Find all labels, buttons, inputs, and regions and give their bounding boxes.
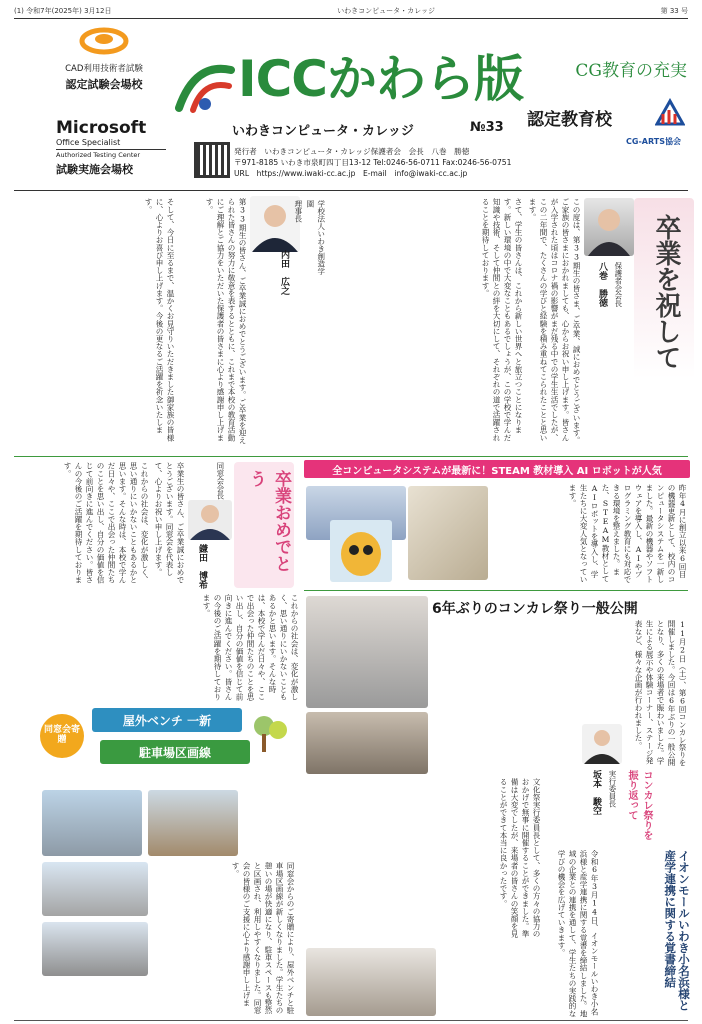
- graduation-text-3: 第33期生の皆さん、ご卒業誠におめでとうございます。ご卒業を迎えられた皆さんの努力に敬意を表するとともに、これまで本校の教育活動にご理解とご協力をいただいた保護者の皆さまに心より感謝申し上げます。: [205, 198, 247, 444]
- steam-banner-text: 全コンピュータシステムが最新に！STEAM 教材導入 AI ロボットが人気: [332, 465, 662, 477]
- bench-banner-1-text: 屋外ベンチ 一新: [122, 713, 212, 728]
- photo-festival-stage: [306, 596, 428, 708]
- photo-bench-1: [42, 790, 142, 856]
- top-rule: [14, 18, 688, 19]
- festival-reflect: コンカレ祭りを振り返って: [626, 770, 652, 840]
- graduation-text-1: この度は、第33期生の皆さま、ご卒業、誠におめでとうございます。ご家族の皆さまにおかれましても、心からお祝い申し上げます。皆さんが入学された頃はコロナ禍の影響がまだ残る中での学生生活でしたが、この二年間で、たくさんの学びと経験を積み重ねてこられたことと思います。: [528, 198, 581, 444]
- photo-parking-1: [42, 862, 148, 916]
- steam-text: 昨年4月に創立以来6回目の機器更新として、校内のコンピュータシステムを一新しました。最新の機器やソフトウェアを導入し、AIやプログラミング教育にも対応できる環境を整えました。また、STEAM教材としてAIロボットを導入し、学生たちに大変人気となっています。: [568, 484, 687, 583]
- issue-number: 第 33 号: [660, 7, 688, 15]
- role-yamaki: 保護者会会長: [613, 262, 623, 307]
- steam-banner: [304, 460, 690, 478]
- masthead-publisher: 発行者 いわきコンピュータ・カレッジ保護者会 会長 八巻 勝徳: [234, 147, 470, 156]
- cad-logo-icon: [78, 26, 130, 56]
- cg-assoc: CG-ARTS協会: [626, 137, 681, 146]
- graduation-text-2: さて、学生の皆さんは、これから新しい世界へと旅立つことになります。新しい環境の中で大変なこともあるでしょうが、この学校で学んだ知識や技術、そして仲間との絆を大切にして、それぞれの道で活躍されることを期待しております。: [481, 198, 523, 442]
- photo-sakamoto: [582, 724, 622, 764]
- org-uchida: 学校法人いわき創造学園: [305, 200, 326, 275]
- festival-text-2: 文化祭実行委員長として、多くの方々の協力のおかげで無事に開催することができました。準備は大変でしたが、来場者の皆さんの笑顔を見ることができて本当に良かったです。: [499, 778, 541, 938]
- role-kamata: 同窓会会長: [215, 462, 225, 500]
- cad-line1: CAD利用技術者試験: [65, 64, 143, 74]
- festival-heading: 6年ぶりのコンカレ祭り一般公開: [432, 601, 638, 617]
- festival-text: 11月2日（土）、第6回コンカレ祭りを開催しました。今回は6年ぶりの一般公開となり、多くの来場者で賑わいました。学生による展示や体験コーナー、ステージ発表など、様々な企画が行われました。: [634, 620, 687, 767]
- cg-arts-icon: [655, 98, 685, 128]
- photo-bench-2: [148, 790, 238, 856]
- masthead-url: URL https://www.iwaki-cc.ac.jp E-mail info@iwaki-cc.ac.jp: [234, 169, 468, 178]
- ms-site: 試験実施会場校: [56, 163, 133, 176]
- graduation-text-4: そして、今日に至るまで、温かくお見守りいただきました御家族の皆様に、心よりお喜び申し上げます。今後の更なるご活躍を祈念いたします。: [144, 198, 175, 442]
- ms-brand: Microsoft: [56, 118, 147, 138]
- congrats-text-1: 卒業生の皆さん、ご卒業誠におめでとうございます。同窓会を代表して、心よりお祝い申し上げます。: [154, 462, 185, 584]
- role-uchida: 理事長: [293, 200, 303, 223]
- masthead-logo: [175, 58, 235, 118]
- masthead-title: ICCかわら版: [238, 50, 523, 108]
- masthead-school: いわきコンピュータ・カレッジ: [232, 124, 414, 139]
- section-rule-1: [14, 456, 688, 457]
- bench-banner-2: [100, 740, 250, 764]
- cad-line2: 認定試験会場校: [65, 78, 143, 91]
- ms-badge: [56, 118, 166, 178]
- bench-banner-2-text: 駐車場区画線: [138, 745, 211, 760]
- congrats-text-2: これからの社会は、変化が激しく、思い通りにいかないこともあるかと思います。そんな時は、本校で学んだ日々や、ここで出会った仲間たちのことを思い出し、自分の価値を信じて前向きに進んでください。皆さんの今後のご活躍を期待しております。: [63, 462, 149, 584]
- top-strip: [14, 6, 688, 16]
- aeon-heading: イオンモールいわき小名浜様と産学連携に関する覚書締結: [663, 850, 691, 1011]
- bench-badge-text: 同窓会寄贈: [43, 725, 80, 745]
- congrats-text-3: これからの社会は、変化が激しく、思い通りにいかないこともあるかと思います。そんな時は、本校で学んだ日々や、ここで出会った仲間たちのことを思い出し、自分の価値を信じて前向きに進んでください。皆さんの今後のご活躍を期待しております。: [202, 594, 299, 701]
- cg-label: 認定教育校: [527, 110, 612, 130]
- name-uchida: 内田 広之: [279, 250, 289, 295]
- name-yamaki: 八巻 勝徳: [597, 262, 607, 307]
- masthead-number: №33: [470, 120, 504, 135]
- ms-sub2: Authorized Testing Center: [56, 149, 166, 159]
- issue-date: (1) 令和7年(2025年) 3月12日: [14, 7, 112, 15]
- role-sakamoto: 実行委員長: [607, 770, 617, 808]
- name-sakamoto: 坂本 駿空: [591, 770, 601, 815]
- cad-badge: [44, 26, 164, 106]
- congrats-heading: 卒業おめでとう: [246, 470, 291, 572]
- aeon-text: 令和6年3月14日、イオンモールいわき小名浜様と産学連携に関する覚書を締結しました。地域の企業との連携を通して、学生たちの実践的な学びの機会を広げていきます。: [557, 850, 599, 1018]
- photo-yamaki: [584, 198, 634, 256]
- photo-steam-class: [408, 486, 488, 580]
- name-kamata: 鎌田 博希: [197, 544, 207, 589]
- section-rule-2: [304, 590, 688, 591]
- qr-code-icon: [194, 142, 230, 178]
- masthead-rule: [14, 190, 688, 191]
- bench-banner-1: [92, 708, 242, 732]
- school-name-top: いわきコンピュータ・カレッジ: [337, 7, 436, 15]
- photo-festival-group: [306, 712, 428, 774]
- cg-title: CG教育の充実: [575, 61, 687, 81]
- photo-ai-robot: [330, 520, 392, 582]
- cg-box: [527, 56, 687, 184]
- bench-badge: [40, 714, 84, 758]
- masthead-address: 〒971-8185 いわき市泉町四丁目13-12 Tel:0246-56-0711 Fax:0246-56-0751: [234, 158, 512, 167]
- ms-sub1: Office Specialist: [56, 138, 121, 147]
- tree-icon: [250, 710, 290, 754]
- photo-kamata: [188, 500, 232, 540]
- graduation-heading: 卒業を祝して: [651, 214, 681, 370]
- photo-parking-2: [42, 922, 148, 976]
- bench-text: 同窓会からのご寄贈により、屋外ベンチと駐車場区画線が新しくなりました。学生たちの憩いの場が快適になり、駐車スペースも整然と区画され、利用しやすくなりました。同窓会の皆様のご支援に心より感謝申し上げます。: [231, 862, 295, 1014]
- bottom-rule: [14, 1020, 688, 1021]
- icc-logo-icon: [175, 58, 235, 118]
- photo-aeon-signing: [306, 948, 436, 1016]
